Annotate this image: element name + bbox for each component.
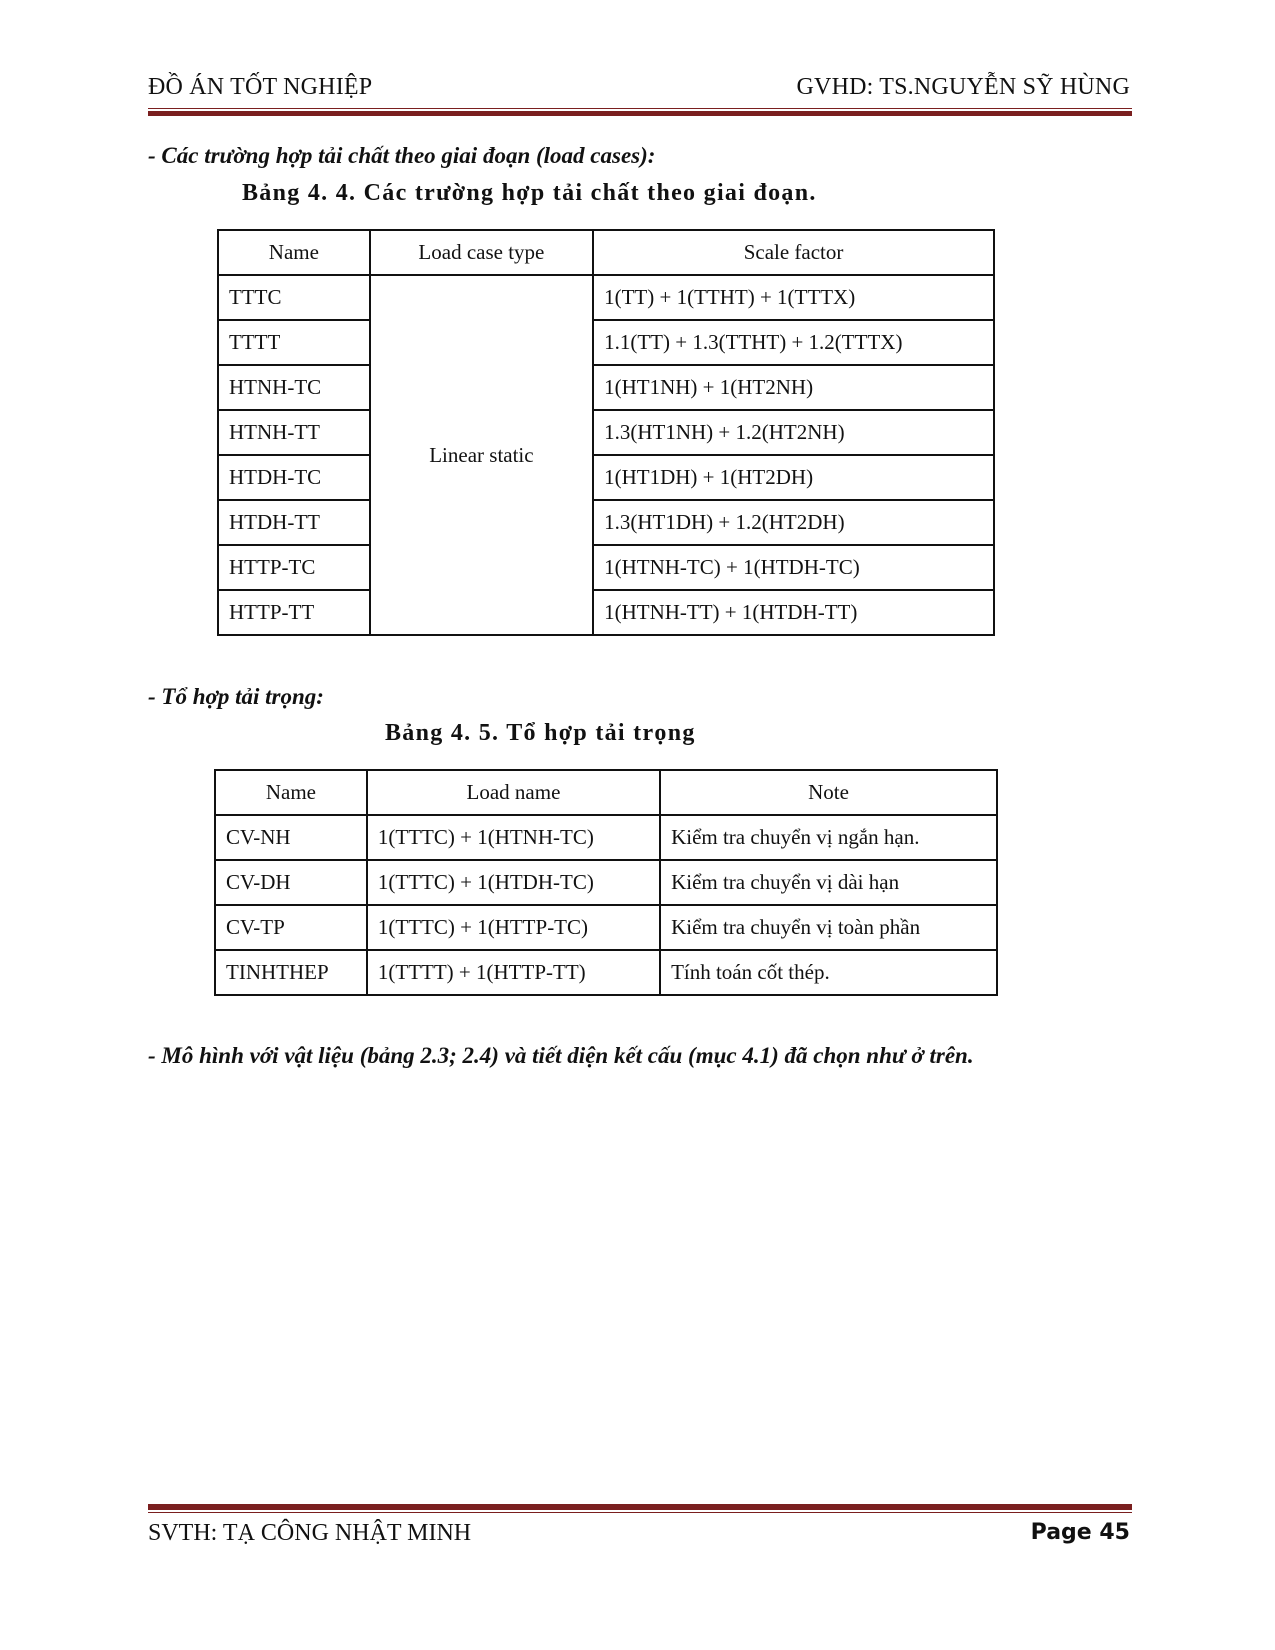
row-name: HTNH-TC [218,365,370,410]
row-load: 1(TTTC) + 1(HTDH-TC) [367,860,660,905]
row-note: Kiểm tra chuyển vị dài hạn [660,860,997,905]
footer-divider-thick [148,1504,1132,1510]
page-header [148,74,1130,104]
table-4-4-caption: Bảng 4. 4. Các trường hợp tải chất theo giai đoạn. [242,180,817,206]
row-note: Kiểm tra chuyển vị ngắn hạn. [660,815,997,860]
table-row [215,905,997,950]
row-name: HTDH-TT [218,500,370,545]
table-header-row [215,770,997,815]
header-load-name: Load name [367,770,660,815]
table-4-5-caption: Bảng 4. 5. Tổ hợp tải trọng [385,720,696,746]
load-combinations-intro: - Tổ hợp tải trọng: [148,684,324,709]
row-load: 1(TTTT) + 1(HTTP-TT) [367,950,660,995]
header-load-case-type: Load case type [370,230,593,275]
row-name: TINHTHEP [215,950,367,995]
load-cases-intro: - Các trường hợp tải chất theo giai đoạn (load cases): [148,143,656,168]
row-scale: 1(HTNH-TC) + 1(HTDH-TC) [593,545,994,590]
row-scale: 1.3(HT1NH) + 1.2(HT2NH) [593,410,994,455]
page-footer [148,1520,1130,1550]
merged-load-case-type: Linear static [370,275,593,635]
row-scale: 1.3(HT1DH) + 1.2(HT2DH) [593,500,994,545]
header-name: Name [215,770,367,815]
table-header-row [218,230,994,275]
footer-student: SVTH: TẠ CÔNG NHẬT MINH [148,1520,472,1546]
row-scale: 1(HT1NH) + 1(HT2NH) [593,365,994,410]
header-title: ĐỒ ÁN TỐT NGHIỆP [148,74,373,100]
row-name: HTTP-TC [218,545,370,590]
row-scale: 1(TT) + 1(TTHT) + 1(TTTX) [593,275,994,320]
header-scale-factor: Scale factor [593,230,994,275]
table-row [218,500,994,545]
load-cases-table [217,229,995,636]
row-scale: 1(HTNH-TT) + 1(HTDH-TT) [593,590,994,635]
row-load: 1(TTTC) + 1(HTNH-TC) [367,815,660,860]
header-note: Note [660,770,997,815]
row-name: CV-NH [215,815,367,860]
row-name: HTNH-TT [218,410,370,455]
load-combinations-table [214,769,998,996]
table-row [218,410,994,455]
row-name: CV-DH [215,860,367,905]
row-name: CV-TP [215,905,367,950]
table-row [218,365,994,410]
table-row [215,815,997,860]
header-divider-thin [148,108,1132,109]
table-row [218,545,994,590]
row-name: TTTC [218,275,370,320]
model-description: - Mô hình với vật liệu (bảng 2.3; 2.4) và tiết diện kết cấu (mục 4.1) đã chọn như ở trên. [148,1043,974,1068]
table-row [218,590,994,635]
row-scale: 1(HT1DH) + 1(HT2DH) [593,455,994,500]
row-name: HTDH-TC [218,455,370,500]
row-name: HTTP-TT [218,590,370,635]
row-note: Kiểm tra chuyển vị toàn phần [660,905,997,950]
header-advisor: GVHD: TS.NGUYỄN SỸ HÙNG [796,74,1130,100]
table-row [218,275,994,320]
table-row [215,860,997,905]
footer-divider-thin [148,1512,1132,1513]
row-load: 1(TTTC) + 1(HTTP-TC) [367,905,660,950]
row-note: Tính toán cốt thép. [660,950,997,995]
row-scale: 1.1(TT) + 1.3(TTHT) + 1.2(TTTX) [593,320,994,365]
header-divider-thick [148,111,1132,116]
page-number: Page 45 [1030,1520,1130,1545]
table-row [218,320,994,365]
header-name: Name [218,230,370,275]
table-row [218,455,994,500]
table-row [215,950,997,995]
row-name: TTTT [218,320,370,365]
